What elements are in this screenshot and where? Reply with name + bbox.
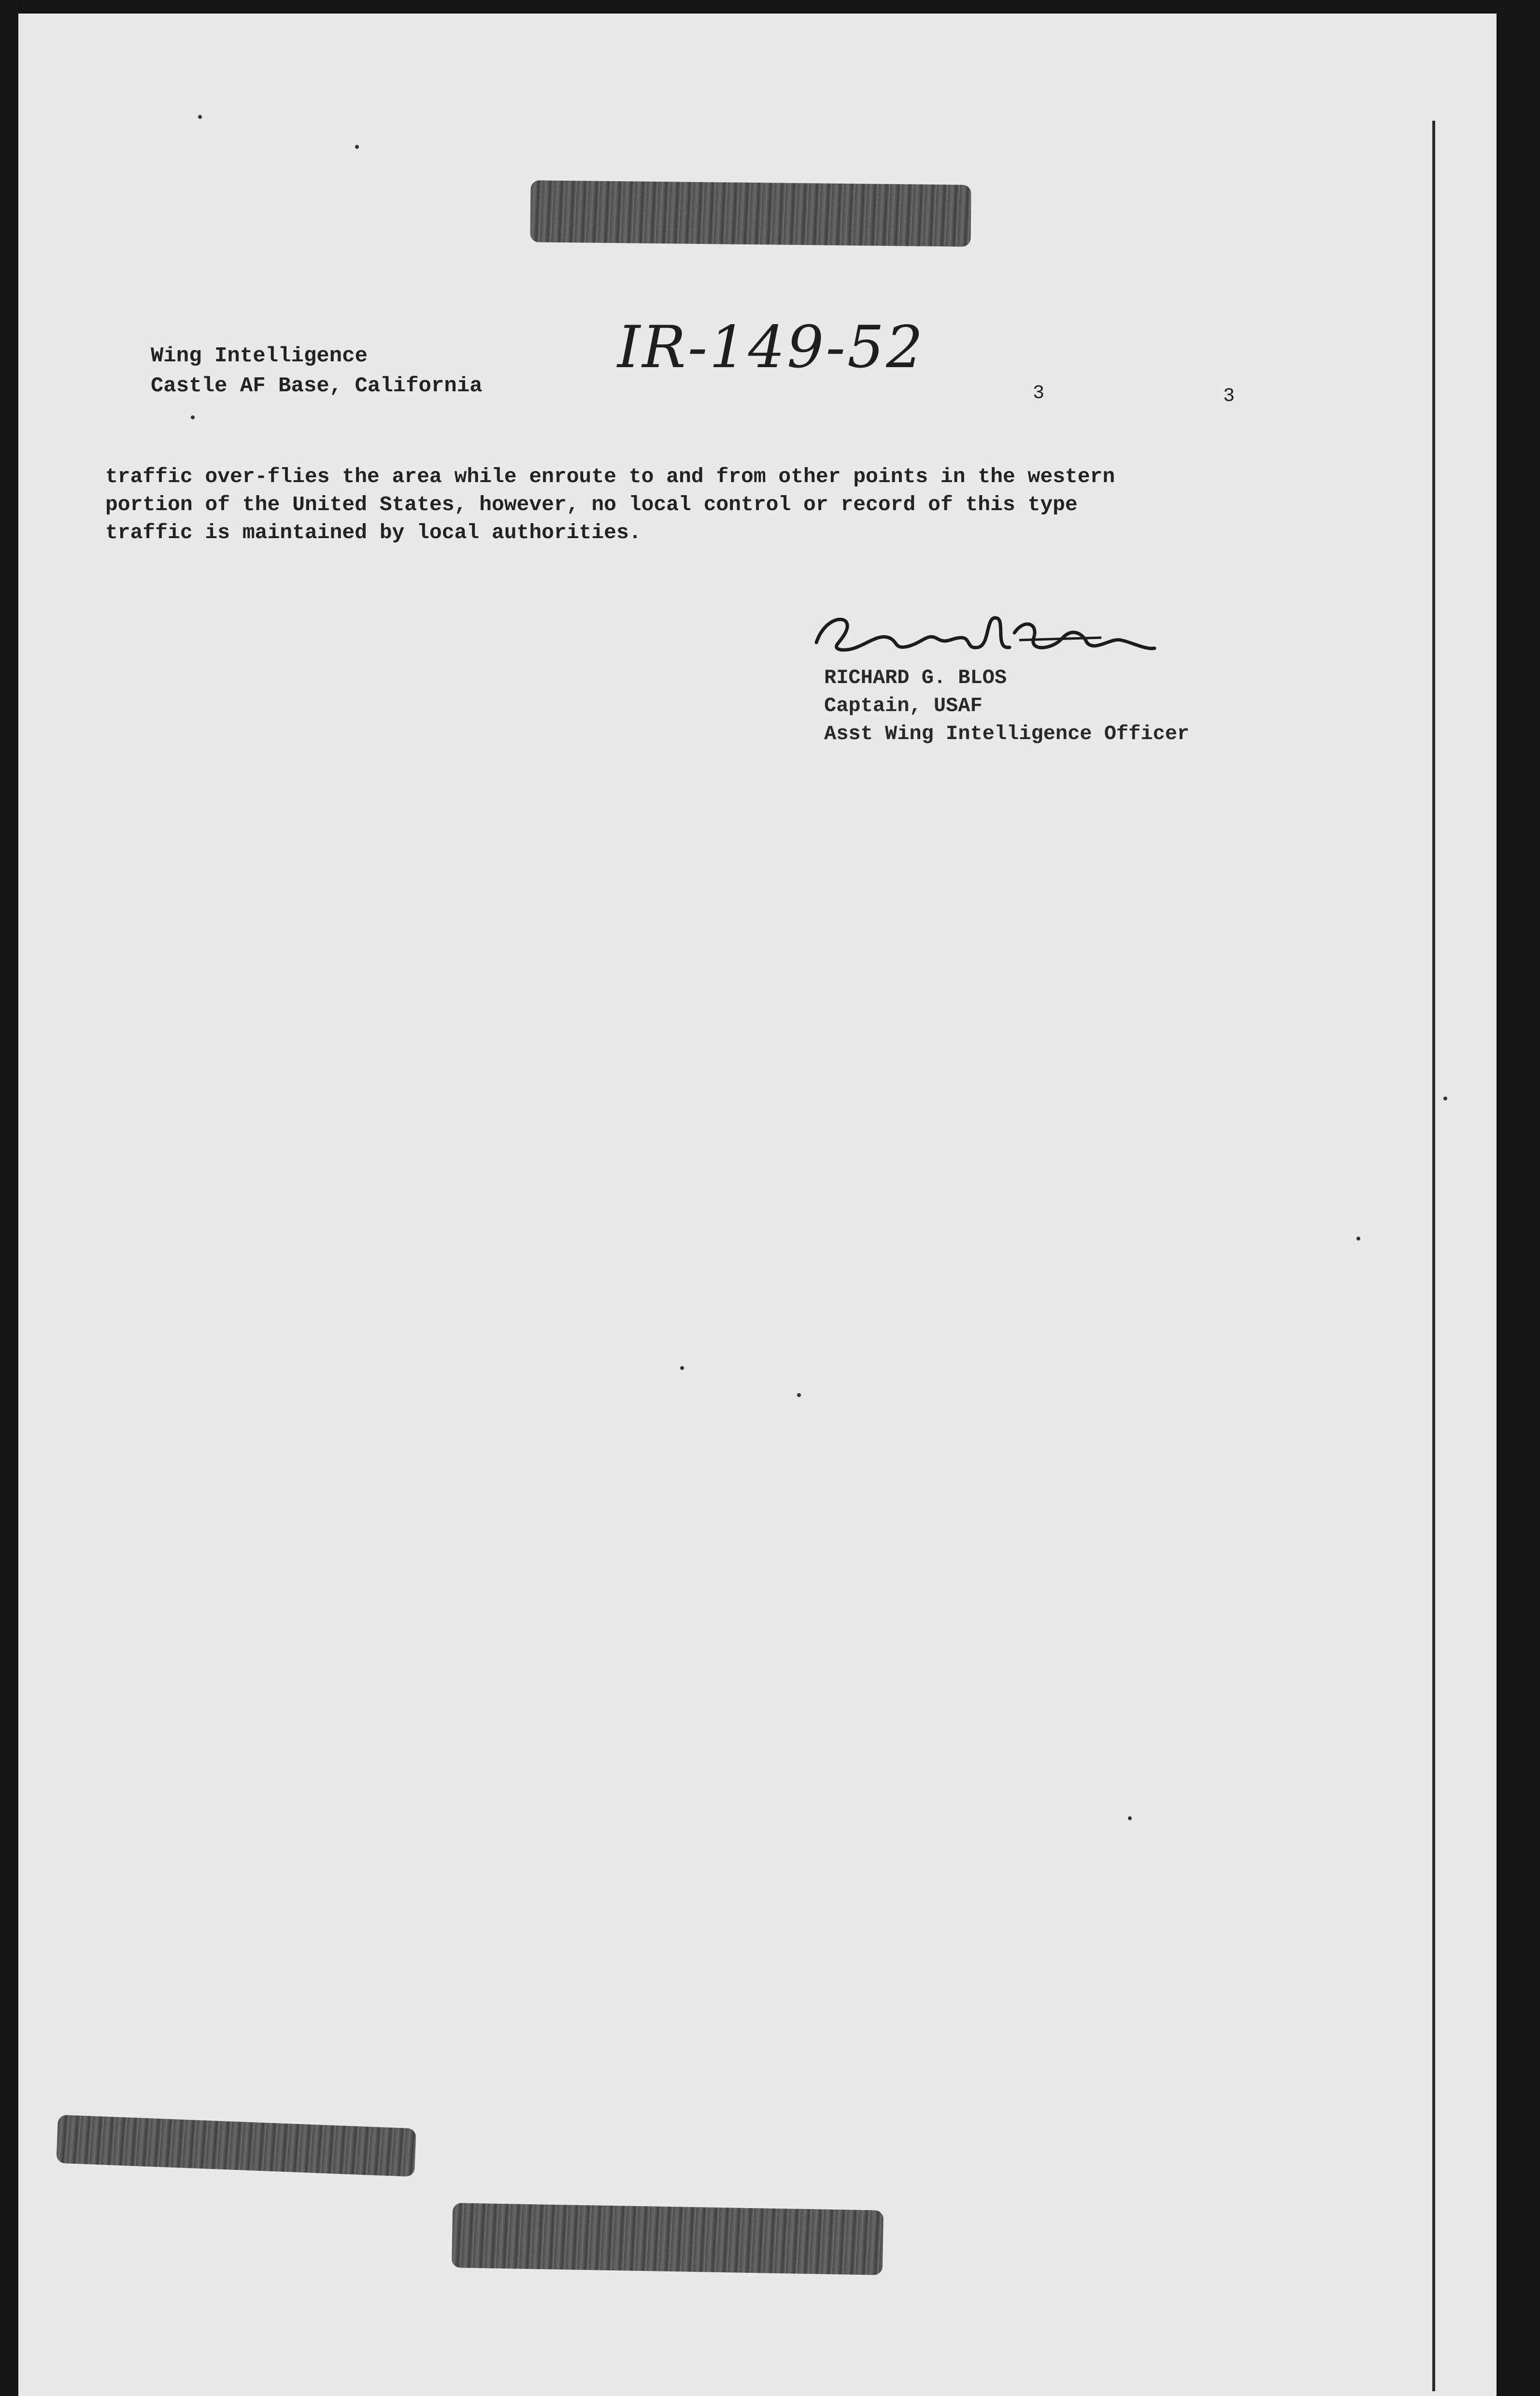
page-number-left: 3 — [1033, 383, 1045, 404]
scan-speck — [191, 415, 195, 419]
scan-speck — [1443, 1097, 1447, 1100]
page-number-right: 3 — [1223, 385, 1235, 407]
scan-speck — [1356, 1237, 1360, 1241]
office-line-1: Wing Intelligence — [151, 344, 368, 368]
scan-speck — [198, 115, 202, 119]
signature-block — [824, 664, 1189, 748]
redaction-bar-bottom-center — [452, 2203, 884, 2275]
signer-rank: Captain, USAF — [824, 694, 983, 717]
body-paragraph — [105, 463, 1294, 547]
scan-speck — [1128, 1816, 1132, 1820]
scan-speck — [680, 1366, 684, 1370]
scan-left-border — [0, 0, 18, 2396]
scan-right-edge-line — [1432, 121, 1435, 2391]
handwritten-file-number: IR-149-52 — [617, 314, 925, 381]
signer-title: Asst Wing Intelligence Officer — [824, 722, 1190, 745]
scan-speck — [797, 1393, 801, 1397]
body-line: traffic is maintained by local authorities. — [105, 521, 642, 544]
body-line: portion of the United States, however, no local control or record of this type — [105, 493, 1078, 516]
office-line-2: Castle AF Base, California — [151, 374, 483, 398]
signer-name: RICHARD G. BLOS — [824, 666, 1007, 689]
body-line: traffic over-flies the area while enroute to and from other points in the western — [105, 465, 1115, 488]
scan-speck — [355, 145, 359, 149]
handwritten-signature — [812, 604, 1159, 671]
redaction-bar-top — [530, 180, 971, 247]
